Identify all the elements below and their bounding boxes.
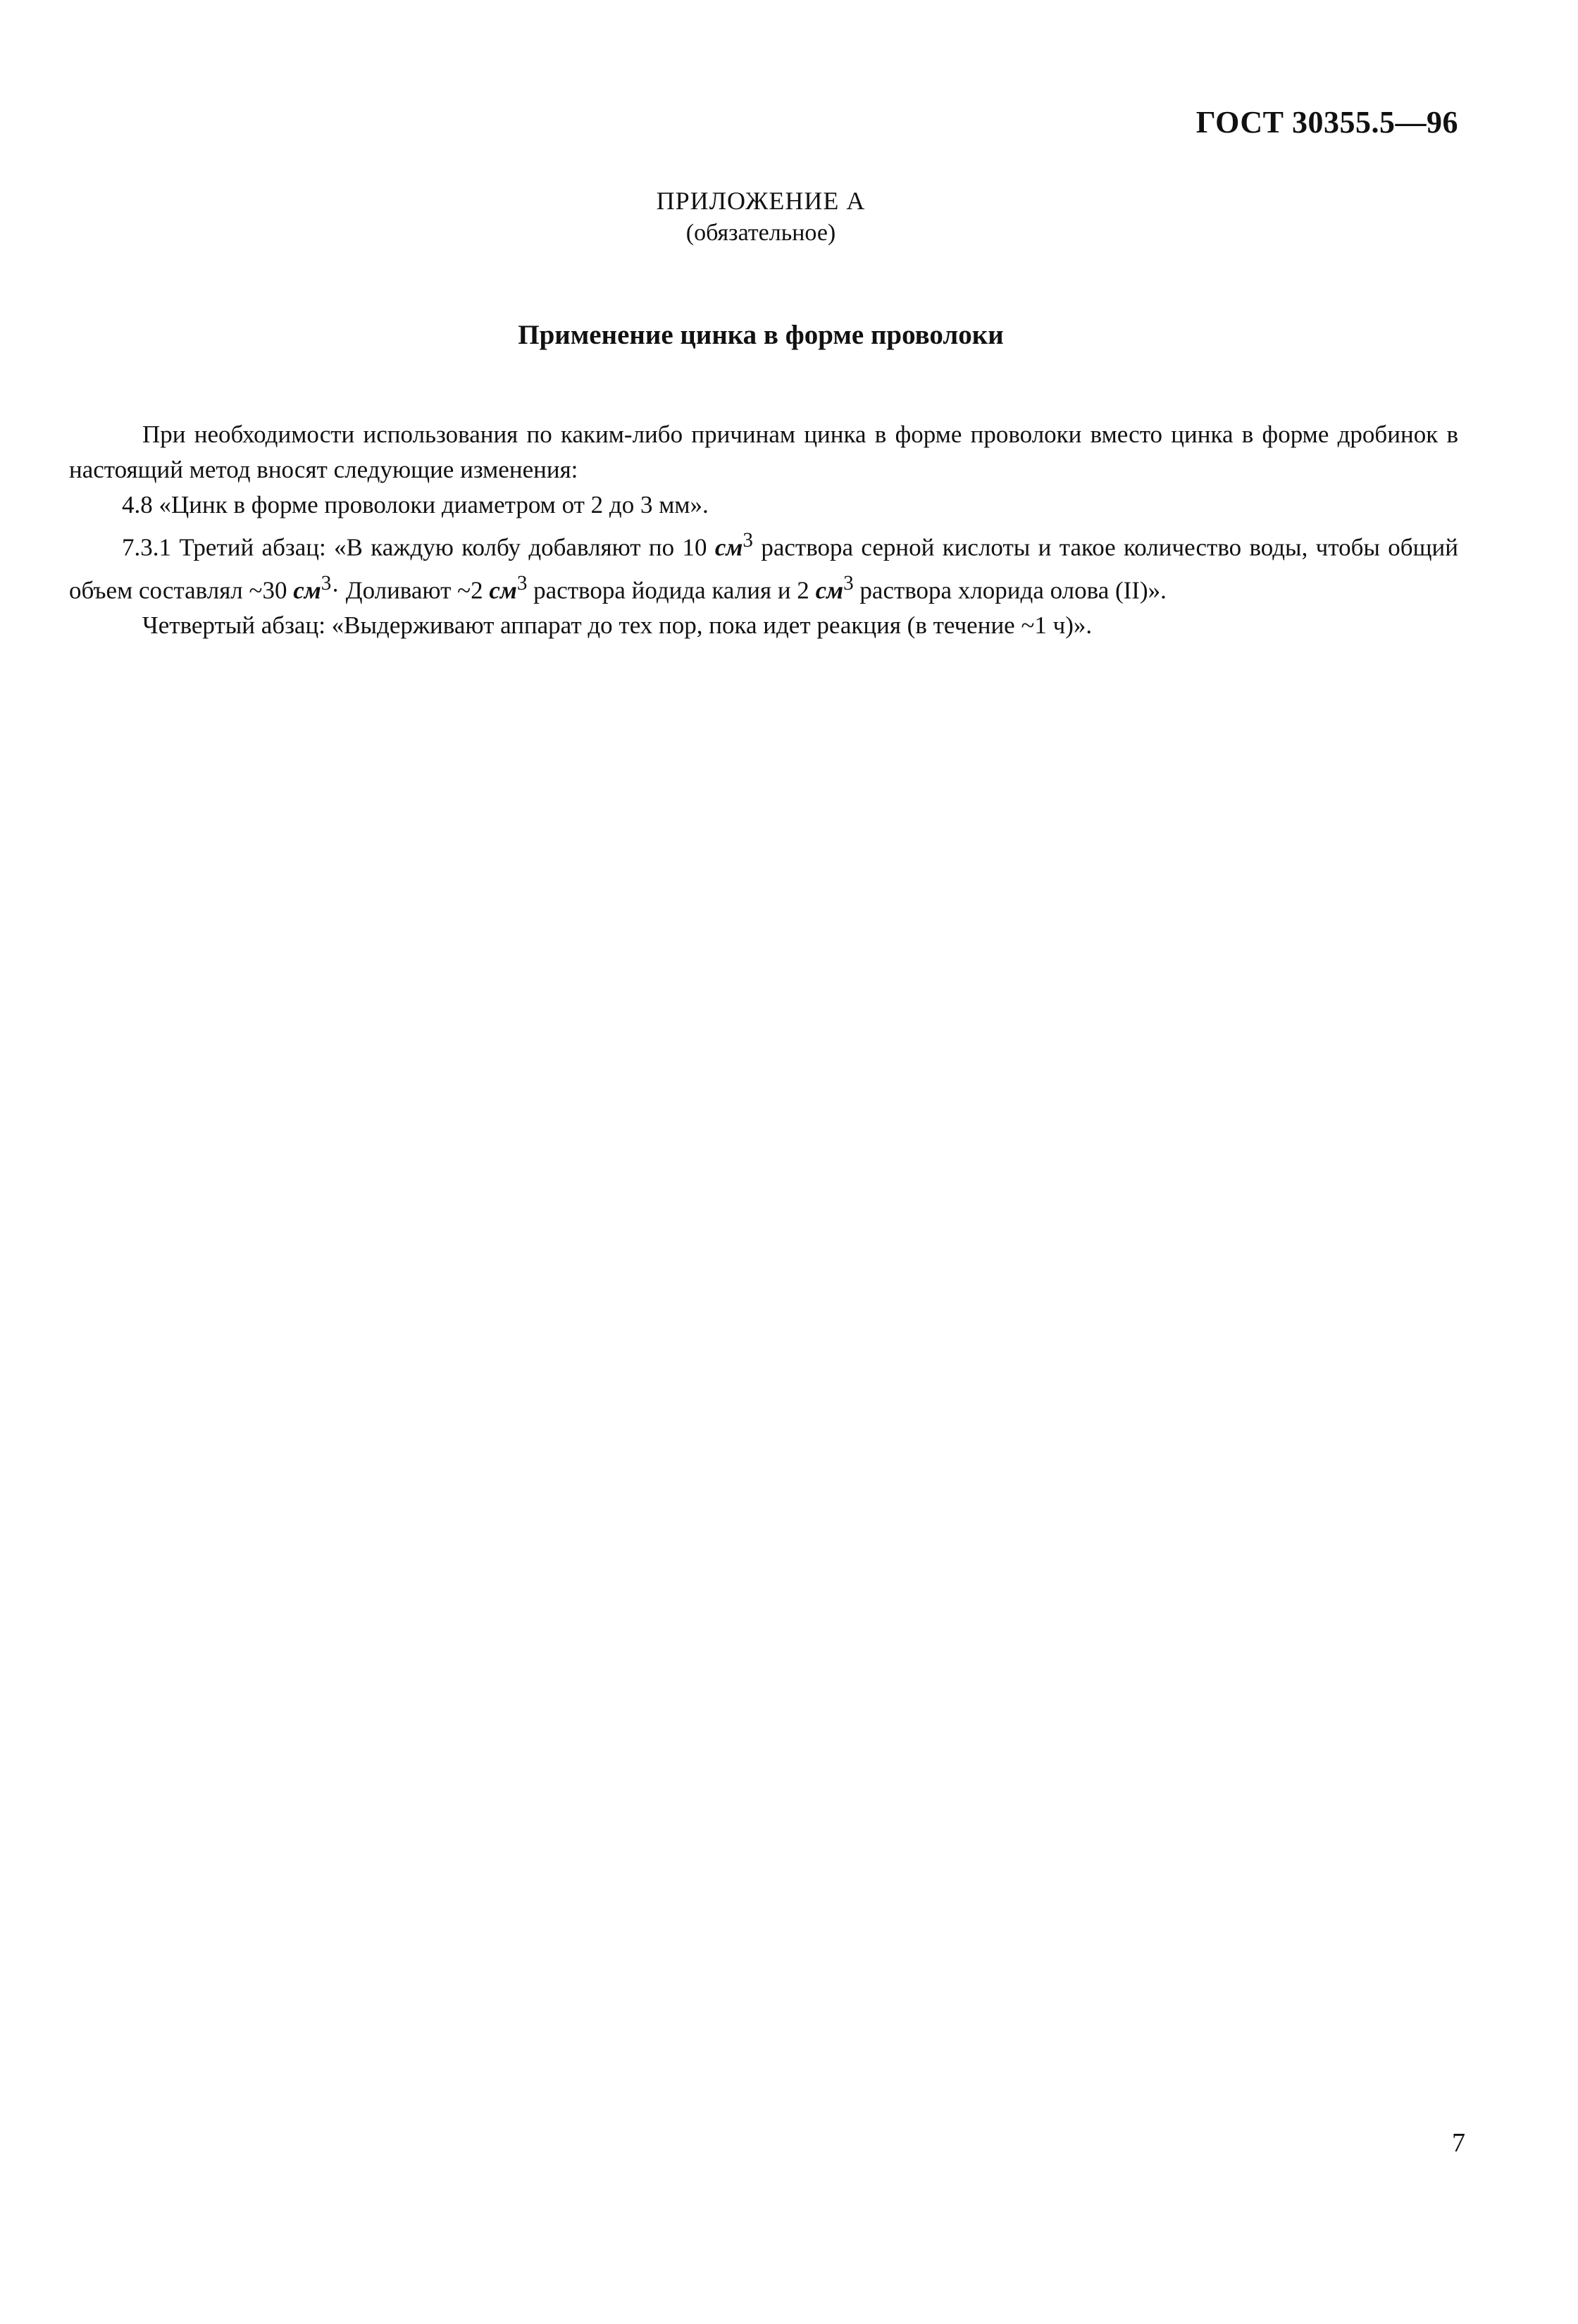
fourth-paragraph: Четвертый абзац: «Выдерживают аппарат до тех пор, пока идет реакция (в течение ~1 ч)». xyxy=(142,611,1093,640)
item-7-3-1-text-4: раствора йодида калия и 2 xyxy=(527,576,816,604)
unit-superscript: 3 xyxy=(321,571,332,595)
appendix-header xyxy=(0,185,1522,249)
section-heading: Применение цинка в форме проволоки xyxy=(518,320,1004,350)
item-7-3-1-text-5: раствора хлорида олова (II)». xyxy=(853,576,1167,604)
unit-cm: см xyxy=(489,576,517,604)
item-7-3-1-text-2: раствора серной кислоты и такое количество воды, чтобы общий объем составлял ~30 xyxy=(69,533,1459,604)
unit-superscript: 3 xyxy=(743,529,753,552)
appendix-title: ПРИЛОЖЕНИЕ А xyxy=(656,187,866,215)
unit-superscript: 3 xyxy=(843,571,854,595)
unit-superscript: 3 xyxy=(516,571,528,595)
appendix-status: (обязательное) xyxy=(685,220,836,246)
unit-cm: см xyxy=(714,533,743,561)
item-7-3-1-text-3: · Доливают ~2 xyxy=(331,576,490,604)
document-code: ГОСТ 30355.5—96 xyxy=(1195,105,1458,139)
body-text xyxy=(69,417,1458,643)
page-number: 7 xyxy=(1452,2128,1465,2158)
unit-cm: см xyxy=(815,576,844,604)
item-4-8: 4.8 «Цинк в форме проволоки диаметром от 2 до 3 мм». xyxy=(122,491,709,518)
unit-cm: см xyxy=(293,576,321,604)
intro-paragraph: При необходимости использования по каким-либо причинам цинка в форме проволоки вместо цинка в форме дробинок в настоящий метод вносят следующие изменения: xyxy=(69,421,1458,483)
item-7-3-1 xyxy=(69,523,1458,608)
item-7-3-1-text-1: 7.3.1 Третий абзац: «В каждую колбу добавляют по 10 xyxy=(122,533,715,561)
